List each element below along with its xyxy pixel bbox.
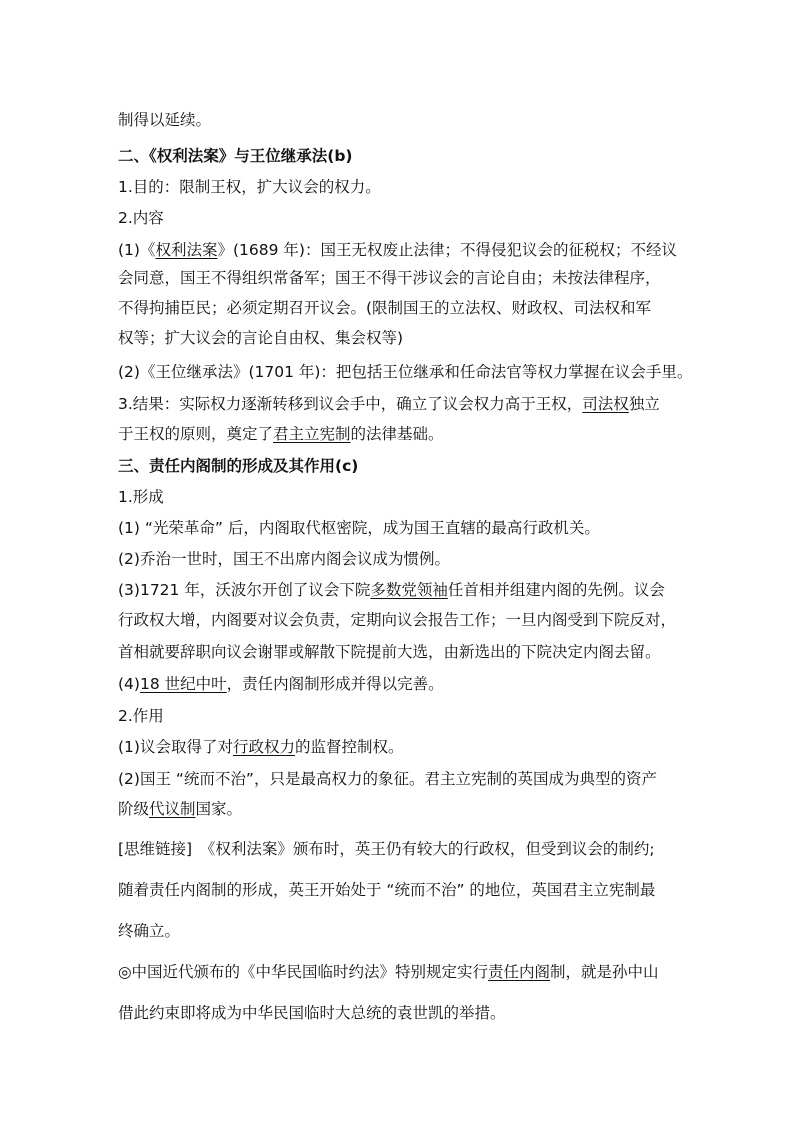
line-text: 于王权的原则，奠定了 (118, 425, 274, 443)
line-text: 权等；扩大议会的言论自由权、集会权等) (118, 329, 404, 347)
line-text: 终确立。 (118, 922, 181, 940)
key-term: 责任内阁 (488, 963, 551, 981)
line-text: 的法律基础。 (350, 425, 444, 443)
text-line (118, 610, 676, 630)
text-line (118, 362, 692, 382)
text-line (118, 674, 444, 694)
line-text: 首相就要辞职向议会谢罪或解散下院提前大选，由新选出的下院决定内阁去留。 (118, 643, 661, 661)
line-text: 随着责任内阁制的形成，英王开始处于 “统而不治” 的地位，英国君主立宪制最 (118, 881, 656, 899)
key-term: 权利法案 (155, 241, 218, 259)
line-text: (4) (118, 675, 140, 693)
text-line (118, 177, 381, 197)
think-link-line (118, 839, 655, 859)
subheading (118, 208, 164, 228)
think-link-line (118, 880, 655, 900)
text-line (118, 799, 242, 819)
subheading (118, 487, 164, 507)
key-term: 代议制 (149, 800, 196, 818)
text-line (118, 328, 403, 348)
key-term: 君主立宪制 (273, 425, 351, 443)
line-text: 会同意，国王不得组织常备军；国王不得干涉议会的言论自由；未按法律程序， (118, 269, 661, 287)
line-text: ，责任内阁制形成并得以完善。 (226, 675, 444, 693)
text-line (118, 394, 660, 414)
line-text: (1)议会取得了对 (118, 738, 233, 756)
line-text: (1) “光荣革命” 后，内阁取代枢密院，成为国王直辖的最高行政机关。 (118, 519, 600, 537)
line-text: (2)国王 “统而不治”，只是最高权力的象征。君主立宪制的英国成为典型的资产 (118, 770, 657, 788)
line-text: 2.作用 (118, 707, 164, 725)
text-line (118, 549, 450, 569)
heading-text: 三、责任内阁制的形成及其作用(c) (118, 457, 359, 475)
note-line (118, 1003, 506, 1023)
text-line (118, 642, 661, 662)
line-text: 独立 (628, 395, 660, 413)
line-text: 任首相并组建内阁的先例。议会 (447, 581, 665, 599)
line-text: 》(1689 年)：国王无权废止法律；不得侵犯议会的征税权；不经议 (217, 241, 677, 259)
key-term: 18 世纪中叶 (139, 675, 227, 693)
text-line (118, 769, 657, 789)
section-heading (118, 456, 358, 476)
text-line (118, 424, 444, 444)
key-term: 司法权 (582, 395, 629, 413)
line-text: 制得以延续。 (118, 111, 212, 129)
line-text: 国家。 (195, 800, 243, 818)
line-text: 的监督控制权。 (294, 738, 404, 756)
note-line (118, 962, 659, 982)
key-term: 多数党领袖 (370, 581, 448, 599)
line-text: ◎中国近代颁布的《中华民国临时约法》特别规定实行 (118, 963, 489, 981)
line-text: (2)乔治一世时，国王不出席内阁会议成为惯例。 (118, 550, 450, 568)
line-text: 行政权大增，内阁要对议会负责，定期向议会报告工作；一旦内阁受到下院反对， (118, 611, 677, 629)
line-text: 1.目的：限制王权，扩大议会的权力。 (118, 178, 381, 196)
text-line (118, 737, 404, 757)
subheading (118, 706, 164, 726)
line-text: 借此约束即将成为中华民国临时大总统的袁世凯的举措。 (118, 1004, 506, 1022)
text-line (118, 110, 211, 130)
line-text: (2)《王位继承法》(1701 年)：把包括王位继承和任命法官等权力掌握在议会手里。 (118, 363, 693, 381)
line-text: [思维链接] 《权利法案》颁布时，英王仍有较大的行政权，但受到议会的制约; (118, 840, 655, 858)
key-term: 行政权力 (232, 738, 295, 756)
heading-text: 二、《权利法案》与王位继承法(b) (118, 147, 353, 165)
line-text: (3)1721 年，沃波尔开创了议会下院 (118, 581, 371, 599)
line-text: 不得拘捕臣民；必须定期召开议会。(限制国王的立法权、财政权、司法权和军 (118, 299, 652, 317)
text-line (118, 268, 661, 288)
line-text: 2.内容 (118, 209, 164, 227)
line-text: 3.结果：实际权力逐渐转移到议会手中，确立了议会权力高于王权， (118, 395, 583, 413)
line-text: (1)《 (118, 241, 156, 259)
text-line (118, 518, 600, 538)
line-text: 阶级 (118, 800, 150, 818)
section-heading (118, 146, 353, 166)
line-text: 1.形成 (118, 488, 164, 506)
text-line (118, 240, 677, 260)
text-line (118, 580, 665, 600)
line-text: 制，就是孙中山 (550, 963, 659, 981)
text-line (118, 298, 651, 318)
think-link-line (118, 921, 180, 941)
